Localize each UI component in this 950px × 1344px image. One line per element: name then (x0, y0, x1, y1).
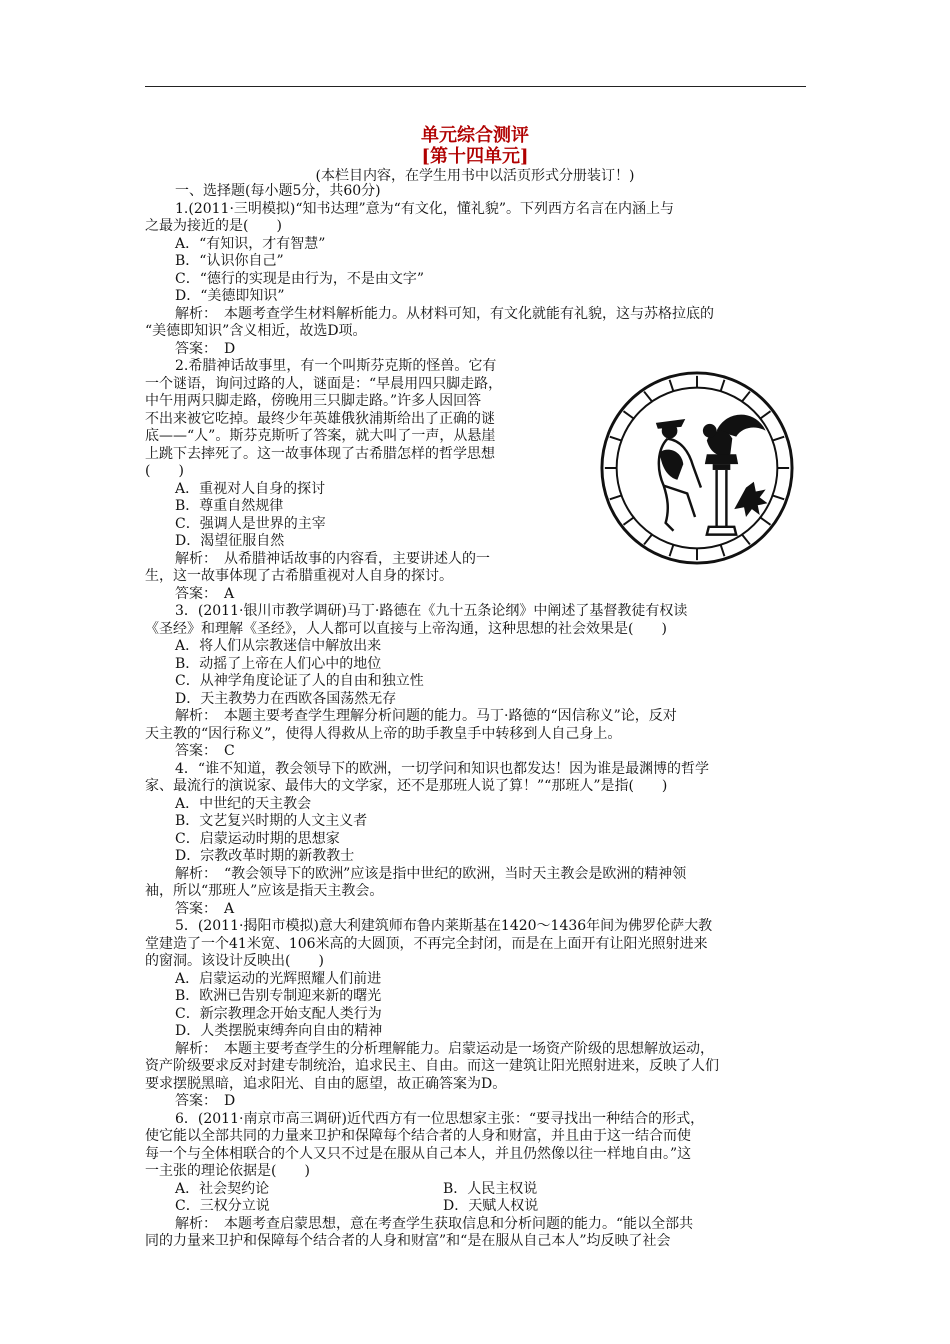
q2-stem-cont: 底——“人”。斯芬克斯听了答案，就大叫了一声，从悬崖 (145, 428, 496, 444)
q1-option-c: C．“德行的实现是由行为，不是由文字” (175, 270, 425, 287)
q6-stem-cont: 每一个与全体相联合的个人又只不过是在服从自己本人，并且仍然像以往一样地自由。”这 (145, 1145, 692, 1162)
q5-stem-cont: 的窗洞。该设计反映出( ) (145, 953, 324, 969)
q6-analysis-cont: 同的力量来卫护和保障每个结合者的人身和财富”和“是在服从自己本人”均反映了社会 (145, 1233, 671, 1249)
q1-analysis-cont: “美德即知识”含义相近，故选D项。 (145, 323, 367, 339)
q2-stem-cont: 不出来被它吃掉。最终少年英雄俄狄浦斯给出了正确的谜 (145, 410, 495, 427)
q2-analysis: 解析： 从希腊神话故事的内容看，主要讲述人的一 (175, 550, 490, 567)
q2-stem-cont: 中午用两只脚走路，傍晚用三只脚走路。”许多人因回答 (145, 393, 482, 409)
q4-option-c: C．启蒙运动时期的思想家 (175, 830, 340, 847)
q5-stem-cont: 堂建造了一个41米宽、106米高的大圆顶，不再完全封闭，而是在上面开有让阳光照射进来 (145, 935, 708, 952)
q5-answer: 答案： D (175, 1093, 236, 1109)
q2-stem-cont: ( ) (145, 463, 184, 479)
q3-option-d: D．天主教势力在西欧各国荡然无存 (175, 690, 397, 707)
q5-analysis-cont: 资产阶级要求反对封建专制统治，追求民主、自由。而这一建筑让阳光照射进来，反映了人们 (145, 1058, 719, 1074)
q5-option-c: C．新宗教理念开始支配人类行为 (175, 1005, 382, 1022)
q6-option-a: A．社会契约论 (175, 1180, 270, 1197)
q4-analysis-cont: 袖，所以“那班人”应该是指天主教会。 (145, 883, 384, 899)
q2-option-a: A．重视对人自身的探讨 (175, 480, 326, 497)
q1-option-d: D．“美德即知识” (175, 288, 285, 304)
q6-option-d: D．天赋人权说 (443, 1198, 539, 1214)
q6-stem-cont: 使它能以全部共同的力量来卫护和保障每个结合者的人身和财富，并且由于这一结合而使 (145, 1128, 691, 1144)
q1-stem-cont: 之最为接近的是( ) (145, 218, 282, 234)
q2-stem-cont: 一个谜语，询问过路的人，谜面是：“早晨用四只脚走路， (145, 375, 503, 392)
q3-option-b: B．动摇了上帝在人们心中的地位 (175, 655, 382, 672)
header-rule (145, 86, 806, 87)
q3-analysis-cont: 天主教的“因行称义”，使得人得救从上帝的助手教皇手中转移到人自己身上。 (145, 725, 622, 742)
q4-analysis: 解析： “教会领导下的欧洲”应该是指中世纪的欧洲，当时天主教会是欧洲的精神领 (175, 865, 687, 882)
q6-stem: 6．(2011·南京市高三调研)近代西方有一位思想家主张：“要寻找出一种结合的形式， (175, 1110, 705, 1127)
page-title: 单元综合测评 (421, 125, 529, 146)
q5-analysis-cont: 要求摆脱黑暗，追求阳光、自由的愿望，故正确答案为D。 (145, 1075, 507, 1092)
q2-stem: 2.希腊神话故事里，有一个叫斯芬克斯的怪兽。它有 (175, 358, 497, 374)
q1-stem: 1.(2011·三明模拟)“知书达理”意为“有文化，懂礼貌”。下列西方名言在内涵上与 (175, 200, 674, 217)
q4-stem: 4．“谁不知道，教会领导下的欧洲，一切学问和知识也都发达！因为谁是最渊博的哲学 (175, 760, 710, 777)
q4-answer: 答案： A (175, 900, 235, 917)
question-body (145, 183, 807, 1251)
sphinx-oedipus-illustration (598, 370, 796, 566)
q5-stem: 5．(2011·揭阳市模拟)意大利建筑师布鲁内莱斯基在1420～1436年间为佛罗伦萨大教 (175, 918, 713, 934)
q6-option-b: B．人民主权说 (443, 1180, 538, 1197)
binding-note: (本栏目内容，在学生用书中以活页形式分册装订！) (315, 168, 635, 184)
q3-stem-cont: 《圣经》和理解《圣经》，人人都可以直接与上帝沟通，这种思想的社会效果是( ) (145, 620, 667, 637)
q1-answer: 答案： D (175, 340, 236, 357)
q5-option-d: D．人类摆脱束缚奔向自由的精神 (175, 1023, 383, 1039)
q5-analysis: 解析： 本题主要考查学生的分析理解能力。启蒙运动是一场资产阶级的思想解放运动， (175, 1040, 714, 1057)
q2-stem-cont: 上跳下去摔死了。这一故事体现了古希腊怎样的哲学思想 (145, 445, 495, 462)
q3-option-a: A．将人们从宗教迷信中解放出来 (175, 638, 382, 654)
q2-option-d: D．渴望征服自然 (175, 533, 285, 549)
q3-stem: 3．(2011·银川市教学调研)马丁·路德在《九十五条论纲》中阐述了基督教徒有权读 (175, 603, 688, 619)
q6-option-c: C．三权分立说 (175, 1198, 270, 1214)
q5-option-a: A．启蒙运动的光辉照耀人们前进 (175, 970, 382, 987)
q4-option-b: B．文艺复兴时期的人文主义者 (175, 813, 368, 829)
q4-option-d: D．宗教改革时期的新教教士 (175, 848, 355, 864)
q4-option-a: A．中世纪的天主教会 (175, 795, 312, 812)
q6-stem-cont: 一主张的理论依据是( ) (145, 1163, 310, 1179)
q3-answer: 答案： C (175, 743, 235, 759)
q6-options-row-2 (145, 1198, 807, 1216)
section-heading: 一、选择题(每小题5分，共60分) (175, 183, 381, 199)
q3-option-c: C．从神学角度论证了人的自由和独立性 (175, 673, 424, 689)
q2-analysis-cont: 生，这一故事体现了古希腊重视对人自身的探讨。 (145, 568, 453, 584)
q1-option-b: B．“认识你自己” (175, 253, 284, 269)
q3-analysis: 解析： 本题主要考查学生理解分析问题的能力。马丁·路德的“因信称义”论，反对 (175, 708, 677, 724)
q6-analysis: 解析： 本题考查启蒙思想，意在考查学生获取信息和分析问题的能力。“能以全部共 (175, 1215, 694, 1232)
q2-option-b: B．尊重自然规律 (175, 498, 284, 514)
q1-option-a: A．“有知识，才有智慧” (175, 235, 326, 252)
q2-answer: 答案： A (175, 585, 235, 602)
q6-options-row-1 (145, 1181, 807, 1199)
q2-option-c: C．强调人是世界的主宰 (175, 515, 326, 532)
q1-analysis: 解析： 本题考查学生材料解析能力。从材料可知，有文化就能有礼貌，这与苏格拉底的 (175, 305, 714, 322)
q5-option-b: B．欧洲已告别专制迎来新的曙光 (175, 988, 382, 1004)
q4-stem-cont: 家、最流行的演说家、最伟大的文学家，还不是那班人说了算！”“那班人”是指( ) (145, 778, 668, 794)
unit-subtitle: [第十四单元] (421, 146, 529, 167)
